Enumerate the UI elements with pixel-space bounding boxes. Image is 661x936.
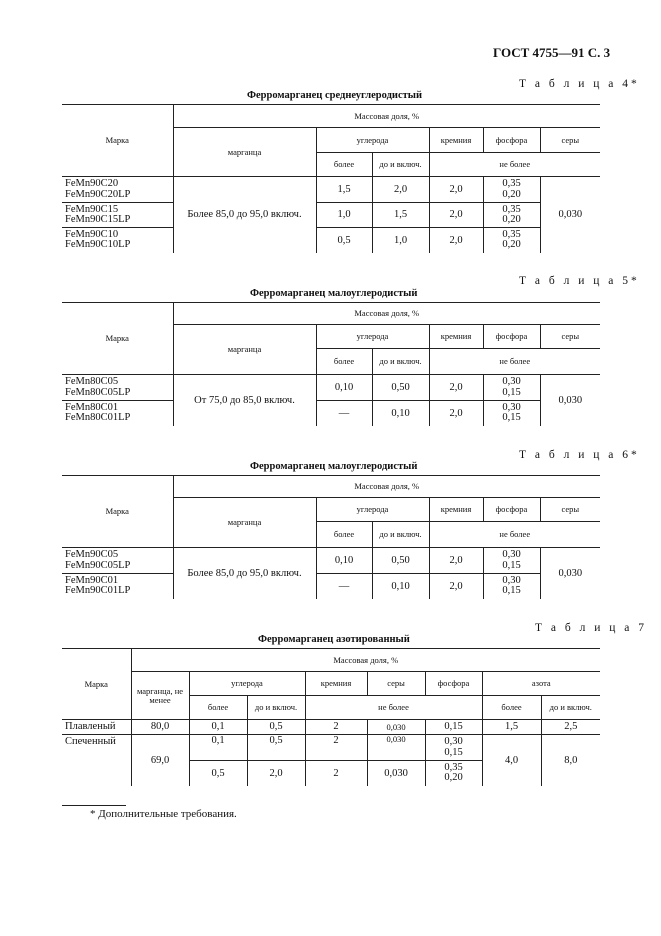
cell-carbon-up-to: 0,5 <box>247 720 305 735</box>
col-sulfur: серы <box>540 128 600 153</box>
cell-carbon-over: 0,5 <box>316 228 372 253</box>
col-phosphorus: фосфора <box>425 672 482 696</box>
cell-phosphorus: 0,15 <box>425 720 482 735</box>
col-carbon: углерода <box>316 325 429 349</box>
table-row-mark: FeMn80C01 FeMn80C01LP <box>62 401 173 426</box>
col-carbon: углерода <box>189 672 305 696</box>
cell-carbon-up-to: 1,0 <box>372 228 429 253</box>
col-carbon-over: более <box>316 349 372 375</box>
cell-carbon-up-to: 0,10 <box>372 401 429 426</box>
table-4-label: Т а б л и ц а 4* <box>519 78 640 90</box>
cell-carbon-up-to: 0,50 <box>372 375 429 401</box>
cell-phosphorus: 0,30 0,15 <box>483 401 540 426</box>
table-4-caption-text: Ферромарганец среднеуглеродистый <box>247 90 423 101</box>
col-carbon-up-to: до и включ. <box>372 153 429 177</box>
table-row-mark: FeMn90C15 FeMn90C15LP <box>62 203 173 228</box>
cell-carbon-up-to: 0,5 <box>247 735 305 761</box>
cell-silicon: 2,0 <box>429 548 483 574</box>
cell-phosphorus: 0,35 0,20 <box>483 177 540 203</box>
col-phosphorus: фосфора <box>483 128 540 153</box>
cell-carbon-up-to: 1,5 <box>372 203 429 228</box>
col-manganese: марганца <box>173 498 316 548</box>
cell-carbon-over: 0,10 <box>316 375 372 401</box>
cell-nitrogen-over: 4,0 <box>482 735 541 786</box>
col-nitrogen-over: более <box>482 696 541 720</box>
table-6-caption: Ферромарганец малоуглеродистый <box>250 461 418 472</box>
col-silicon: кремния <box>305 672 367 696</box>
cell-sulfur: 0,030 <box>540 177 600 253</box>
cell-carbon-up-to: 2,0 <box>372 177 429 203</box>
cell-carbon-over: 0,10 <box>316 548 372 574</box>
cell-phosphorus: 0,30 0,15 <box>483 375 540 401</box>
col-carbon: углерода <box>316 128 429 153</box>
table-7-caption: Ферромарганец азотированный <box>258 634 410 645</box>
col-manganese: марганца, не менее <box>131 672 189 720</box>
col-carbon-up-to: до и включ. <box>372 522 429 548</box>
cell-phosphorus: 0,30 0,15 <box>483 574 540 599</box>
table-6-label: Т а б л и ц а 6* <box>519 449 640 461</box>
col-phosphorus: фосфора <box>483 325 540 349</box>
col-mark: Марка <box>62 649 131 720</box>
col-mass-fraction: Массовая доля, % <box>131 649 600 672</box>
cell-phosphorus: 0,35 0,20 <box>483 228 540 253</box>
table-5-caption: Ферромарганец малоуглеродистый <box>250 288 418 299</box>
cell-nitrogen-up-to: 8,0 <box>541 735 600 786</box>
cell-silicon: 2 <box>305 761 367 786</box>
cell-carbon-over: 0,5 <box>189 761 247 786</box>
footnote-divider <box>62 805 126 806</box>
col-not-more: не более <box>429 153 600 177</box>
table-row-mark-sintered: Спеченный <box>62 735 131 786</box>
cell-phosphorus: 0,30 0,15 <box>483 548 540 574</box>
col-carbon-over: более <box>316 153 372 177</box>
cell-phosphorus: 0,35 0,20 <box>483 203 540 228</box>
table-6 <box>62 475 600 599</box>
cell-phosphorus: 0,35 0,20 <box>425 761 482 786</box>
cell-nitrogen-up-to: 2,5 <box>541 720 600 735</box>
cell-carbon-over: 0,1 <box>189 720 247 735</box>
cell-manganese: Более 85,0 до 95,0 включ. <box>173 177 316 253</box>
page-header: ГОСТ 4755—91 С. 3 <box>493 45 611 60</box>
col-carbon-over: более <box>316 522 372 548</box>
table-row-mark: FeMn90C10 FeMn90C10LP <box>62 228 173 253</box>
col-mark: Марка <box>62 476 173 548</box>
col-carbon-up-to: до и включ. <box>372 349 429 375</box>
cell-sulfur: 0,030 <box>540 548 600 599</box>
cell-carbon-up-to: 0,50 <box>372 548 429 574</box>
table-row-mark: FeMn90C01 FeMn90C01LP <box>62 574 173 599</box>
cell-carbon-up-to: 2,0 <box>247 761 305 786</box>
cell-manganese: От 75,0 до 85,0 включ. <box>173 375 316 426</box>
col-mark: Марка <box>62 303 173 375</box>
cell-silicon: 2,0 <box>429 375 483 401</box>
col-nitrogen: азота <box>482 672 600 696</box>
col-mass-fraction: Массовая доля, % <box>173 105 600 128</box>
cell-silicon: 2,0 <box>429 203 483 228</box>
col-mass-fraction: Массовая доля, % <box>173 476 600 498</box>
cell-carbon-over: 1,0 <box>316 203 372 228</box>
table-5-label: Т а б л и ц а 5* <box>519 275 640 287</box>
cell-silicon: 2,0 <box>429 574 483 599</box>
col-silicon: кремния <box>429 498 483 522</box>
col-sulfur: серы <box>540 498 600 522</box>
table-row-mark-fused: Плавленый <box>62 720 131 735</box>
cell-carbon-over: — <box>316 401 372 426</box>
cell-silicon: 2 <box>305 735 367 761</box>
col-carbon-up-to: до и включ. <box>247 696 305 720</box>
cell-manganese: 80,0 <box>131 720 189 735</box>
col-carbon-over: более <box>189 696 247 720</box>
cell-sulfur: 0,030 <box>367 720 425 735</box>
col-manganese: марганца <box>173 128 316 177</box>
table-7 <box>62 648 600 786</box>
cell-manganese: Более 85,0 до 95,0 включ. <box>173 548 316 599</box>
col-carbon: углерода <box>316 498 429 522</box>
table-4 <box>62 104 600 253</box>
col-manganese: марганца <box>173 325 316 375</box>
cell-silicon: 2,0 <box>429 177 483 203</box>
cell-carbon-over: 1,5 <box>316 177 372 203</box>
col-mark: Марка <box>62 105 173 177</box>
col-phosphorus: фосфора <box>483 498 540 522</box>
col-not-more: не более <box>305 696 482 720</box>
cell-carbon-over: 0,1 <box>189 735 247 761</box>
col-not-more: не более <box>429 522 600 548</box>
cell-silicon: 2,0 <box>429 228 483 253</box>
cell-sulfur: 0,030 <box>367 735 425 761</box>
table-row-mark: FeMn90C20 FeMn90C20LP <box>62 177 173 203</box>
cell-silicon: 2 <box>305 720 367 735</box>
cell-manganese: 69,0 <box>131 735 189 786</box>
col-nitrogen-up-to: до и включ. <box>541 696 600 720</box>
col-mass-fraction: Массовая доля, % <box>173 303 600 325</box>
col-silicon: кремния <box>429 325 483 349</box>
col-not-more: не более <box>429 349 600 375</box>
table-row-mark: FeMn90C05 FeMn90C05LP <box>62 548 173 574</box>
table-5 <box>62 302 600 426</box>
footnote: * Дополнительные требования. <box>90 808 237 820</box>
col-sulfur: серы <box>540 325 600 349</box>
cell-phosphorus: 0,30 0,15 <box>425 735 482 761</box>
cell-carbon-up-to: 0,10 <box>372 574 429 599</box>
table-7-label: Т а б л и ц а 7 <box>535 622 648 634</box>
cell-sulfur: 0,030 <box>367 761 425 786</box>
table-row-mark: FeMn80C05 FeMn80C05LP <box>62 375 173 401</box>
cell-nitrogen-over: 1,5 <box>482 720 541 735</box>
col-silicon: кремния <box>429 128 483 153</box>
cell-silicon: 2,0 <box>429 401 483 426</box>
col-sulfur: серы <box>367 672 425 696</box>
cell-sulfur: 0,030 <box>540 375 600 426</box>
cell-carbon-over: — <box>316 574 372 599</box>
